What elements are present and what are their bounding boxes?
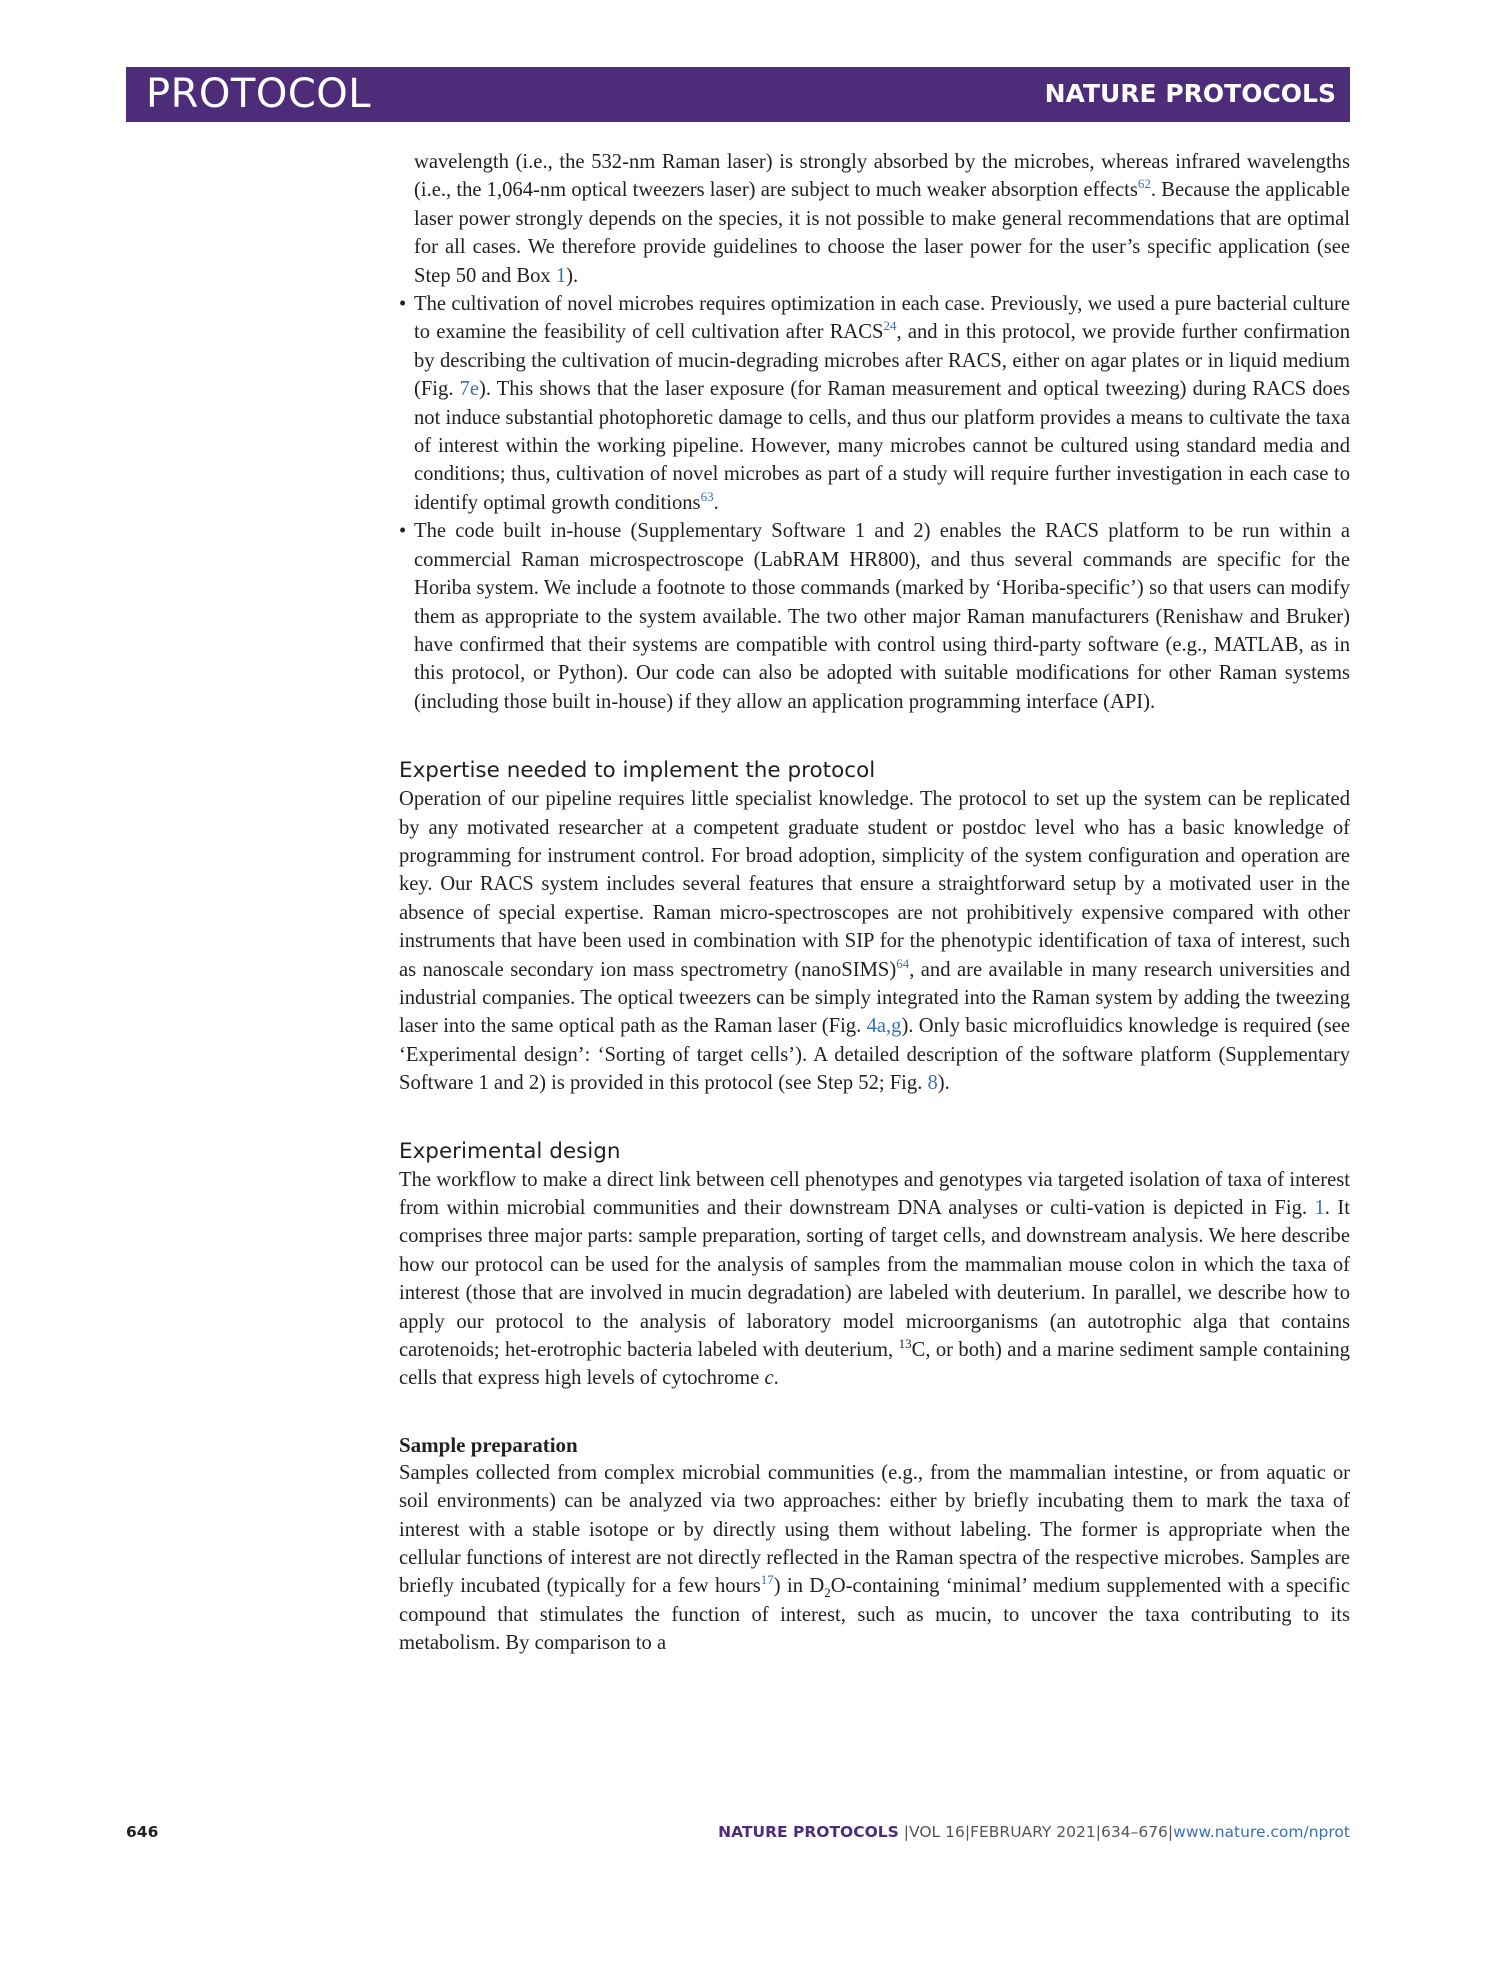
section-label: PROTOCOL (146, 71, 372, 117)
footer-pages: 634–676 (1101, 1823, 1168, 1841)
citation-link[interactable]: 63 (700, 488, 714, 504)
footer-date: FEBRUARY 2021 (970, 1823, 1096, 1841)
footer-separator: | (1095, 1823, 1101, 1841)
article-body (399, 148, 1350, 1658)
footer-separator: | (964, 1823, 971, 1841)
footer-separator: | (1167, 1823, 1174, 1841)
superscript: 13 (898, 1336, 912, 1352)
citation-link[interactable]: 17 (760, 1572, 774, 1588)
section-heading-design: Experimental design (399, 1138, 621, 1164)
citation-link[interactable]: 64 (896, 955, 910, 971)
bullet-item (399, 517, 1350, 716)
bullet-list (399, 290, 1350, 716)
footer-separator: | (903, 1823, 910, 1841)
figure-link[interactable]: 1 (1314, 1197, 1325, 1219)
design-paragraph: The workflow to make a direct link between cell phenotypes and genotypes via targeted isolation of taxa of interest from within microbial communities and their downstream DNA analyses or culti-vation is depicted in Fig. 1. It comprises three major parts: sample preparation, sorting of target cells, and downstream analysis. We here describe how our protocol can be used for the analysis of samples from the mammalian mouse colon in which the taxa of interest (those that are involved in mucin degradation) are labeled with deuterium. In parallel, we describe how to apply our protocol to the analysis of laboratory model microorganisms (an autotrophic alga that contains carotenoids; het-erotrophic bacteria labeled with deuterium, $^{13}$C, or both) and a marine sediment sample containing cells that express high levels of cytochrome c. (399, 1168, 1350, 1390)
italic-text: c (764, 1367, 774, 1390)
figure-link[interactable]: 1 (555, 264, 567, 287)
footer-citation (718, 1822, 1350, 1842)
bullet-text: The code built in-house (Supplementary Software 1 and 2) enables the RACS platform to be run within a commercial Raman microspectroscope (LabRAM HR800), and thus several commands are specific for the Horiba system. We include a footnote to those commands (marked by ‘Horiba-specific’) so that users can modify them as appropriate to the system available. The two other major Raman manufacturers (Renishaw and Bruker) have confirmed that their systems are compatible with control using third-party software (e.g., MATLAB, as in this protocol, or Python). Our code can also be adopted with suitable modifications for other Raman systems (including those built in-house) if they allow an application programming interface (API). (414, 520, 1350, 713)
bullet-dot: • (399, 293, 407, 316)
lead-paragraph: wavelength (i.e., the 532-nm Raman laser) is strongly absorbed by the microbes, whereas infrared wavelengths (i.e., the 1,064-nm optical tweezers laser) are subject to much weaker absorption effects$^{62}$. Because the applicable laser power strongly depends on the species, it is not possible to make general recommendations that are optimal for all cases. We therefore provide guidelines to choose the laser power for the user’s specific application (see Step 50 and Box 1). (414, 151, 1350, 287)
figure-link[interactable]: 8 (927, 1072, 938, 1095)
citation-link[interactable]: 62 (1137, 176, 1151, 192)
bullet-dot: • (399, 520, 407, 543)
journal-label: NATURE PROTOCOLS (1044, 79, 1336, 108)
header-banner (126, 67, 1350, 122)
page-number: 646 (126, 1823, 159, 1841)
sample-paragraph: Samples collected from complex microbial communities (e.g., from the mammalian intestine, or from aquatic or soil environments) can be analyzed via two approaches: either by briefly incubating them to mark the taxa of interest with a stable isotope or by directly using them without labeling. The former is appropriate when the cellular functions of interest are not directly reflected in the Raman spectra of the respective microbes. Samples are briefly incubated (typically for a few hours$^{17}$) in $D_2O$-containing ‘minimal’ medium supplemented with a specific compound that stimulates the function of interest, such as mucin, to uncover the taxa contributing to its metabolism. By comparison to a (399, 1461, 1350, 1655)
citation-link[interactable]: 24 (883, 318, 897, 334)
figure-link[interactable]: 7e (459, 378, 479, 401)
figure-link[interactable]: 4a,g (866, 1015, 902, 1038)
bullet-text: The cultivation of novel microbes requires optimization in each case. Previously, we used a pure bacterial culture to examine the feasibility of cell cultivation after RACS$^{24}$, and in this protocol, we provide further confirmation by describing the cultivation of mucin-degrading microbes after RACS, either on agar plates or in liquid medium (Fig. 7e). This shows that the laser exposure (for Raman measurement and optical tweezing) during RACS does not induce substantial photophoretic damage to cells, and thus our platform provides a means to cultivate the taxa of interest within the working pipeline. However, many microbes cannot be cultured using standard media and conditions; thus, cultivation of novel microbes as part of a study will require further investigation in each case to identify optimal growth conditions$^{63}$. (414, 293, 1350, 514)
bullet-item (399, 290, 1350, 517)
subsection-heading-sample: Sample preparation (399, 1432, 578, 1457)
footer-url-link[interactable]: www.nature.com/nprot (1173, 1823, 1350, 1841)
footer-journal-name: NATURE PROTOCOLS (718, 1823, 899, 1841)
section-heading-expertise: Expertise needed to implement the protocol (399, 758, 876, 784)
expertise-paragraph: Operation of our pipeline requires little specialist knowledge. The protocol to set up the system can be replicated by any motivated researcher at a competent graduate student or postdoc level who has a basic knowledge of programming for instrument control. For broad adoption, simplicity of the system configuration and operation are key. Our RACS system includes several features that ensure a straightforward setup by a motivated user in the absence of special expertise. Raman micro-spectroscopes are not prohibitively expensive compared with other instruments that have been used in combination with SIP for the phenotypic identification of taxa of interest, such as nanoscale secondary ion mass spectrometry (nanoSIMS)$^{64}$, and are available in many research universities and industrial companies. The optical tweezers can be simply integrated into the Raman system by adding the tweezing laser into the same optical path as the Raman laser (Fig. 4a,g). Only basic microfluidics knowledge is required (see ‘Experimental design’: ‘Sorting of target cells’). A detailed description of the software platform (Supplementary Software 1 and 2) is provided in this protocol (see Step 52; Fig. 8). (399, 788, 1351, 1095)
footer-volume: VOL 16 (909, 1823, 965, 1841)
subscript: 2 (824, 1585, 831, 1601)
